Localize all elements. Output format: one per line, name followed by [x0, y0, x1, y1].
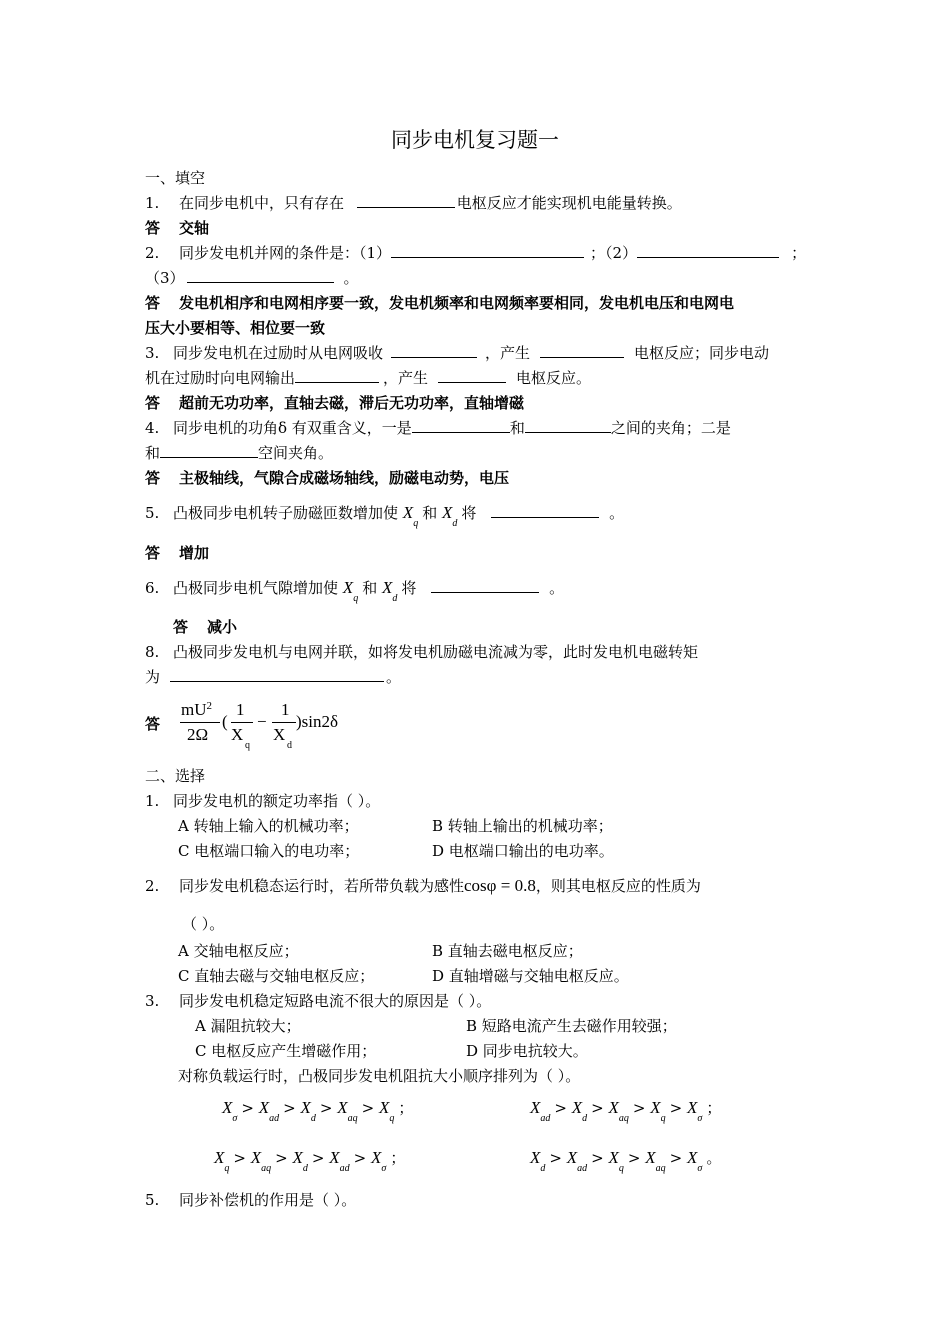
- subscript: d: [452, 518, 458, 529]
- subscript: σ: [381, 1163, 387, 1174]
- punctuation: ；: [390, 1149, 406, 1167]
- blank: [170, 667, 384, 682]
- math-symbol: 交轴: [179, 219, 210, 237]
- question-3: [145, 343, 769, 363]
- subscript: aq: [347, 1113, 358, 1124]
- option-3a[interactable]: A 漏阻抗较大；: [195, 1017, 301, 1035]
- blank: [438, 368, 506, 383]
- math-symbol: 机在过励时向电网输出: [145, 369, 296, 387]
- option-2a[interactable]: A 交轴电枢反应；: [178, 942, 299, 960]
- formula-one-a: 1: [236, 700, 245, 719]
- math-symbol: 。: [343, 269, 359, 287]
- choice-question-1: [145, 791, 380, 811]
- math-symbol: 4.: [145, 419, 160, 437]
- math-symbol: 和: [362, 579, 378, 597]
- greater-than-sign: >: [283, 1099, 296, 1117]
- fraction-bar: [180, 722, 220, 723]
- subscript: d: [582, 1113, 588, 1124]
- math-symbol: 电枢反应；同步电动: [634, 344, 770, 362]
- math-symbol: 8.: [145, 643, 160, 661]
- formula-one-b: 1: [281, 700, 290, 719]
- math-symbol: 同步发电机的额定功率指（ ）。: [173, 792, 381, 810]
- answer-2-line2: 压大小要相等、相位要一致: [145, 319, 326, 337]
- math-symbol: 同步发电机在过励时从电网吸收: [173, 344, 384, 362]
- reactance-symbol: X: [222, 1098, 233, 1117]
- option-3d[interactable]: D 同步电抗较大。: [466, 1042, 588, 1060]
- greater-than-sign: >: [275, 1149, 288, 1167]
- math-symbol: 。: [609, 504, 625, 522]
- reactance-symbol: X: [530, 1098, 541, 1117]
- math-symbol: 凸极同步电机转子励磁匝数增加使: [173, 504, 399, 522]
- punctuation: 。: [706, 1149, 722, 1167]
- question-2: [145, 243, 806, 263]
- greater-than-sign: >: [361, 1099, 375, 1117]
- math-symbol: 2.: [145, 877, 160, 895]
- greater-than-sign: >: [353, 1149, 367, 1167]
- page-title: 同步电机复习题一: [391, 128, 559, 152]
- reactance-symbol: X: [687, 1148, 698, 1167]
- math-symbol: 为: [145, 668, 161, 686]
- blank: [187, 268, 334, 283]
- formula-numerator: [181, 700, 212, 720]
- subscript: σ: [232, 1113, 238, 1124]
- option-4c[interactable]: [214, 1148, 406, 1174]
- greater-than-sign: >: [632, 1099, 646, 1117]
- math-symbol: ，产生: [383, 369, 429, 387]
- reactance-symbol: X: [214, 1148, 225, 1167]
- math-symbol: 5.: [145, 1191, 160, 1209]
- greater-than-sign: >: [319, 1099, 333, 1117]
- math-symbol: ；: [791, 244, 807, 262]
- option-4d[interactable]: [530, 1148, 722, 1174]
- math-symbol: 答: [173, 618, 189, 636]
- option-1c[interactable]: C 电枢端口输入的电功率；: [178, 842, 360, 860]
- formula-xd: X: [273, 725, 286, 744]
- punctuation: ；: [398, 1099, 414, 1117]
- reactance-symbol: X: [250, 1148, 262, 1167]
- blank: [412, 418, 510, 433]
- math-symbol: 6.: [145, 579, 160, 597]
- subscript: ad: [540, 1113, 551, 1124]
- formula-minus: −: [257, 712, 267, 731]
- math-symbol: 超前无功功率，直轴去磁，滞后无功功率，直轴增磁: [179, 394, 525, 412]
- math-symbol: 发电机相序和电网相序要一致，发电机频率和电网频率要相同，发电机电压和电网电: [179, 294, 735, 312]
- reactance-symbol: X: [571, 1098, 583, 1117]
- math-symbol: 减小: [207, 618, 238, 636]
- fraction-bar: [231, 722, 253, 723]
- greater-than-sign: >: [627, 1149, 641, 1167]
- formula-denominator: 2Ω: [187, 725, 209, 744]
- greater-than-sign: >: [241, 1099, 254, 1117]
- reactance-symbol: X: [687, 1098, 698, 1117]
- reactance-symbol: X: [300, 1098, 311, 1117]
- blank: [525, 418, 611, 433]
- blank: [431, 578, 539, 593]
- formula-close: )sin2δ: [296, 712, 339, 731]
- math-symbol: mU: [181, 700, 207, 719]
- reactance-symbol: X: [329, 1148, 340, 1167]
- subscript: d: [540, 1163, 546, 1174]
- subscript: q: [353, 593, 359, 604]
- question-1: [145, 193, 682, 213]
- answer-2: [145, 293, 734, 313]
- choice-question-2: [145, 876, 701, 896]
- subscript: d: [310, 1113, 316, 1124]
- math-symbol: 5.: [145, 504, 160, 522]
- blank: [160, 443, 258, 458]
- blank: [491, 503, 599, 518]
- math-symbol: 3.: [145, 344, 160, 362]
- greater-than-sign: >: [311, 1149, 325, 1167]
- answer-4: [145, 468, 509, 488]
- answer-5: [145, 543, 209, 563]
- math-symbol: 凸极同步电机气隙增加使: [173, 579, 339, 597]
- blank: [637, 243, 779, 258]
- math-symbol: 同步发电机并网的条件是：（1）: [179, 244, 392, 262]
- reactance-symbol: X: [378, 1098, 390, 1117]
- math-symbol: 同步发电机稳定短路电流不很大的原因是（ ）。: [179, 992, 492, 1010]
- subscript: q: [618, 1163, 624, 1174]
- choice-question-2-paren: （ ）。: [182, 915, 225, 933]
- formula-open-paren: (: [222, 712, 228, 731]
- greater-than-sign: >: [549, 1149, 562, 1167]
- question-8-line2: [145, 667, 401, 687]
- math-symbol: （3）: [145, 269, 185, 287]
- reactance-symbol: X: [342, 578, 354, 597]
- greater-than-sign: >: [233, 1149, 246, 1167]
- punctuation: ；: [706, 1099, 722, 1117]
- math-symbol: 3.: [145, 992, 160, 1010]
- math-symbol: 之间的夹角；二是: [610, 419, 731, 437]
- reactance-symbol: X: [566, 1148, 578, 1167]
- subscript: d: [302, 1163, 308, 1174]
- math-symbol: 答: [145, 544, 161, 562]
- math-symbol: 凸极同步发电机与电网并联，如将发电机励磁电流减为零，此时发电机电磁转矩: [173, 643, 699, 661]
- subscript: aq: [261, 1163, 272, 1174]
- reactance-symbol: X: [258, 1098, 270, 1117]
- math-symbol: 主极轴线，气隙合成磁场轴线，励磁电动势，电压: [179, 469, 510, 487]
- question-8: [145, 642, 698, 662]
- reactance-symbol: X: [441, 503, 453, 522]
- math-symbol: 。: [386, 668, 402, 686]
- blank: [540, 343, 624, 358]
- formula-sub-q: q: [245, 740, 250, 751]
- option-3b[interactable]: B 短路电流产生去磁作用较强；: [466, 1017, 677, 1035]
- option-1d[interactable]: D 电枢端口输出的电功率。: [432, 842, 614, 860]
- math-symbol: 2.: [145, 244, 160, 262]
- answer-8-label: 答: [145, 715, 161, 733]
- math-symbol: ，则其电枢反应的性质为: [535, 877, 701, 895]
- subscript: d: [392, 593, 398, 604]
- reactance-symbol: X: [402, 503, 414, 522]
- reactance-symbol: X: [645, 1148, 656, 1167]
- subscript: σ: [697, 1163, 703, 1174]
- question-6: [145, 578, 565, 604]
- reactance-symbol: X: [608, 1098, 619, 1117]
- subscript: ad: [269, 1113, 280, 1124]
- math-symbol: 答: [145, 394, 161, 412]
- math-symbol: 电枢反应。: [516, 369, 592, 387]
- subscript: aq: [655, 1163, 666, 1174]
- subscript: q: [224, 1163, 230, 1174]
- question-4-line2: [145, 443, 333, 463]
- option-1b[interactable]: B 转轴上输出的机械功率；: [432, 817, 613, 835]
- option-2d[interactable]: D 直轴增磁与交轴电枢反应。: [432, 967, 629, 985]
- math-symbol: 电枢反应才能实现机电能量转换。: [456, 194, 682, 212]
- math-symbol: 将: [401, 579, 417, 597]
- greater-than-sign: >: [591, 1099, 604, 1117]
- answer-3: [145, 393, 524, 413]
- question-4: [145, 418, 731, 438]
- reactance-symbol: X: [650, 1098, 661, 1117]
- math-symbol: ；（2）: [590, 244, 638, 262]
- subscript: q: [389, 1113, 395, 1124]
- subscript: q: [660, 1113, 666, 1124]
- greater-than-sign: >: [669, 1149, 683, 1167]
- choice-question-4: 对称负载运行时，凸极同步发电机阻抗大小顺序排列为（ ）。: [178, 1067, 581, 1085]
- option-3c[interactable]: C 电枢反应产生增磁作用；: [195, 1042, 377, 1060]
- section-choice: 二、选择: [145, 767, 206, 785]
- reactance-symbol: X: [530, 1148, 541, 1167]
- math-symbol: ，产生: [485, 344, 531, 362]
- reactance-symbol: X: [371, 1148, 382, 1167]
- math-symbol: 1.: [145, 194, 160, 212]
- subscript: ad: [577, 1163, 588, 1174]
- formula-sub-d: d: [287, 740, 292, 751]
- question-2-line2: [145, 268, 359, 288]
- math-symbol: cosφ = 0.8: [464, 876, 536, 895]
- math-symbol: 1.: [145, 792, 160, 810]
- math-symbol: 和: [509, 419, 525, 437]
- choice-question-3: [145, 991, 491, 1011]
- fraction-bar: [272, 722, 296, 723]
- math-symbol: 答: [145, 219, 161, 237]
- math-symbol: 2: [206, 700, 212, 712]
- greater-than-sign: >: [554, 1099, 567, 1117]
- subscript: q: [413, 518, 419, 529]
- math-symbol: 同步发电机稳态运行时，若所带负载为感性: [179, 877, 465, 895]
- section-fill-blank: 一、填空: [145, 169, 206, 187]
- math-symbol: 答: [145, 294, 161, 312]
- question-3-line2: [145, 368, 591, 388]
- math-symbol: 答: [145, 469, 161, 487]
- blank: [357, 193, 455, 208]
- math-symbol: 增加: [179, 544, 210, 562]
- math-symbol: 和: [422, 504, 438, 522]
- reactance-symbol: X: [292, 1148, 303, 1167]
- blank: [391, 343, 477, 358]
- subscript: aq: [618, 1113, 629, 1124]
- answer-6: [173, 617, 237, 637]
- choice-question-5: [145, 1190, 356, 1210]
- subscript: ad: [339, 1163, 350, 1174]
- blank: [295, 368, 379, 383]
- math-symbol: 。: [549, 579, 565, 597]
- formula-xq: X: [231, 725, 244, 744]
- option-4a[interactable]: [222, 1098, 414, 1124]
- greater-than-sign: >: [591, 1149, 604, 1167]
- blank: [391, 243, 584, 258]
- option-2b[interactable]: B 直轴去磁电枢反应；: [432, 942, 583, 960]
- math-symbol: 空间夹角。: [258, 444, 334, 462]
- reactance-symbol: X: [608, 1148, 619, 1167]
- subscript: σ: [697, 1113, 703, 1124]
- math-symbol: 和: [145, 444, 161, 462]
- option-4b[interactable]: [530, 1098, 722, 1124]
- greater-than-sign: >: [669, 1099, 683, 1117]
- reactance-symbol: X: [381, 578, 393, 597]
- math-symbol: 同步补偿机的作用是（ ）。: [179, 1191, 357, 1209]
- reactance-symbol: X: [337, 1098, 348, 1117]
- option-1a[interactable]: A 转轴上输入的机械功率；: [178, 817, 359, 835]
- math-symbol: 在同步电机中，只有存在: [179, 194, 345, 212]
- answer-1: [145, 218, 209, 238]
- question-5: [145, 503, 625, 529]
- option-2c[interactable]: C 直轴去磁与交轴电枢反应；: [178, 967, 375, 985]
- math-symbol: 同步电机的功角δ 有双重含义，一是: [173, 419, 412, 437]
- math-symbol: 将: [461, 504, 477, 522]
